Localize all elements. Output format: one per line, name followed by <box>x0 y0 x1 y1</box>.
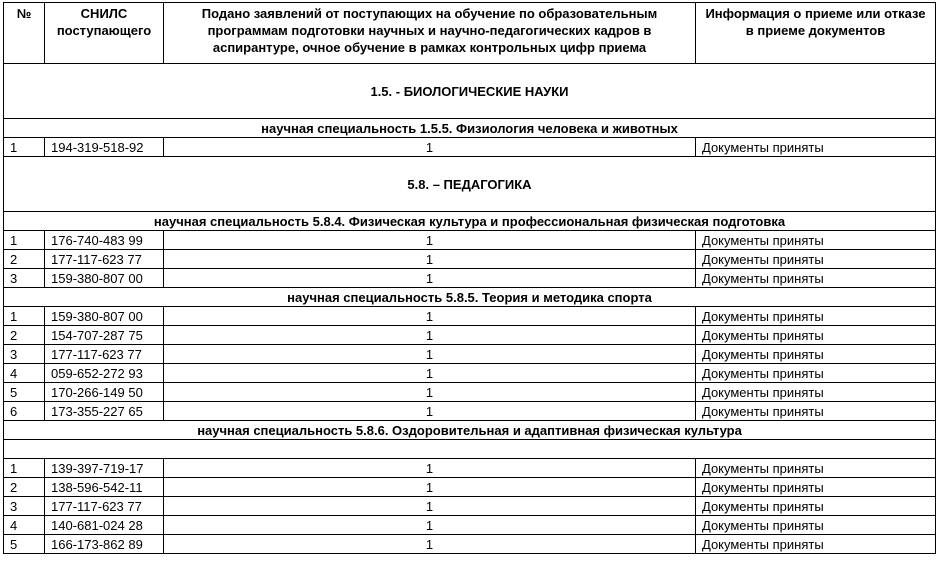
row-snils: 159-380-807 00 <box>45 269 164 288</box>
row-num: 4 <box>4 516 45 535</box>
row-num: 3 <box>4 269 45 288</box>
specialty-title: научная специальность 5.8.4. Физическая культура и профессиональная физическая подготовка <box>4 212 936 231</box>
row-status: Документы приняты <box>696 345 936 364</box>
row-count: 1 <box>164 459 696 478</box>
row-count: 1 <box>164 250 696 269</box>
row-snils: 140-681-024 28 <box>45 516 164 535</box>
blank-cell <box>4 440 936 459</box>
row-status: Документы приняты <box>696 307 936 326</box>
header-snils: СНИЛС поступающего <box>45 3 164 64</box>
table-row <box>4 478 936 497</box>
section-title: 1.5. - БИОЛОГИЧЕСКИЕ НАУКИ <box>4 64 936 119</box>
row-status: Документы приняты <box>696 459 936 478</box>
header-num: № <box>4 3 45 64</box>
table-row <box>4 307 936 326</box>
row-num: 3 <box>4 497 45 516</box>
specialty-title: научная специальность 1.5.5. Физиология человека и животных <box>4 119 936 138</box>
table-row <box>4 459 936 478</box>
row-num: 2 <box>4 478 45 497</box>
row-num: 5 <box>4 383 45 402</box>
row-snils: 177-117-623 77 <box>45 497 164 516</box>
table-row <box>4 345 936 364</box>
specialty-title: научная специальность 5.8.5. Теория и методика спорта <box>4 288 936 307</box>
row-count: 1 <box>164 402 696 421</box>
row-count: 1 <box>164 535 696 554</box>
table-header-row <box>4 3 936 64</box>
row-snils: 139-397-719-17 <box>45 459 164 478</box>
row-num: 5 <box>4 535 45 554</box>
row-snils: 177-117-623 77 <box>45 345 164 364</box>
applications-table <box>3 2 936 554</box>
table-row <box>4 364 936 383</box>
specialty-row <box>4 421 936 440</box>
header-applications: Подано заявлений от поступающих на обучение по образовательным программам подготовки научных и научно-педагогических кадров в аспирантуре, очное обучение в рамках контрольных цифр приема <box>164 3 696 64</box>
row-status: Документы приняты <box>696 250 936 269</box>
document <box>3 2 936 554</box>
table-row <box>4 250 936 269</box>
row-count: 1 <box>164 326 696 345</box>
table-row <box>4 497 936 516</box>
row-status: Документы приняты <box>696 478 936 497</box>
row-count: 1 <box>164 345 696 364</box>
row-snils: 159-380-807 00 <box>45 307 164 326</box>
row-count: 1 <box>164 383 696 402</box>
row-count: 1 <box>164 478 696 497</box>
header-info: Информация о приеме или отказе в приеме документов <box>696 3 936 64</box>
row-num: 2 <box>4 250 45 269</box>
table-row <box>4 326 936 345</box>
table-row <box>4 231 936 250</box>
specialty-row <box>4 212 936 231</box>
table-row <box>4 402 936 421</box>
row-snils: 173-355-227 65 <box>45 402 164 421</box>
row-num: 4 <box>4 364 45 383</box>
row-status: Документы приняты <box>696 231 936 250</box>
row-num: 1 <box>4 138 45 157</box>
row-count: 1 <box>164 231 696 250</box>
row-snils: 177-117-623 77 <box>45 250 164 269</box>
section-row <box>4 64 936 119</box>
blank-row <box>4 440 936 459</box>
row-status: Документы приняты <box>696 383 936 402</box>
section-title: 5.8. – ПЕДАГОГИКА <box>4 157 936 212</box>
row-snils: 138-596-542-11 <box>45 478 164 497</box>
row-status: Документы приняты <box>696 516 936 535</box>
row-status: Документы приняты <box>696 138 936 157</box>
row-count: 1 <box>164 307 696 326</box>
row-status: Документы приняты <box>696 497 936 516</box>
row-num: 1 <box>4 231 45 250</box>
row-snils: 166-173-862 89 <box>45 535 164 554</box>
specialty-row <box>4 288 936 307</box>
row-num: 6 <box>4 402 45 421</box>
row-snils: 176-740-483 99 <box>45 231 164 250</box>
row-count: 1 <box>164 269 696 288</box>
row-count: 1 <box>164 138 696 157</box>
row-status: Документы приняты <box>696 326 936 345</box>
specialty-row <box>4 119 936 138</box>
row-num: 3 <box>4 345 45 364</box>
row-status: Документы приняты <box>696 364 936 383</box>
row-snils: 194-319-518-92 <box>45 138 164 157</box>
table-row <box>4 535 936 554</box>
table-row <box>4 516 936 535</box>
row-num: 2 <box>4 326 45 345</box>
specialty-title: научная специальность 5.8.6. Оздоровительная и адаптивная физическая культура <box>4 421 936 440</box>
row-count: 1 <box>164 516 696 535</box>
section-row <box>4 157 936 212</box>
row-snils: 154-707-287 75 <box>45 326 164 345</box>
row-snils: 170-266-149 50 <box>45 383 164 402</box>
row-count: 1 <box>164 497 696 516</box>
table-row <box>4 269 936 288</box>
row-status: Документы приняты <box>696 535 936 554</box>
row-snils: 059-652-272 93 <box>45 364 164 383</box>
row-status: Документы приняты <box>696 402 936 421</box>
row-status: Документы приняты <box>696 269 936 288</box>
table-row <box>4 138 936 157</box>
row-num: 1 <box>4 459 45 478</box>
table-row <box>4 383 936 402</box>
row-num: 1 <box>4 307 45 326</box>
row-count: 1 <box>164 364 696 383</box>
